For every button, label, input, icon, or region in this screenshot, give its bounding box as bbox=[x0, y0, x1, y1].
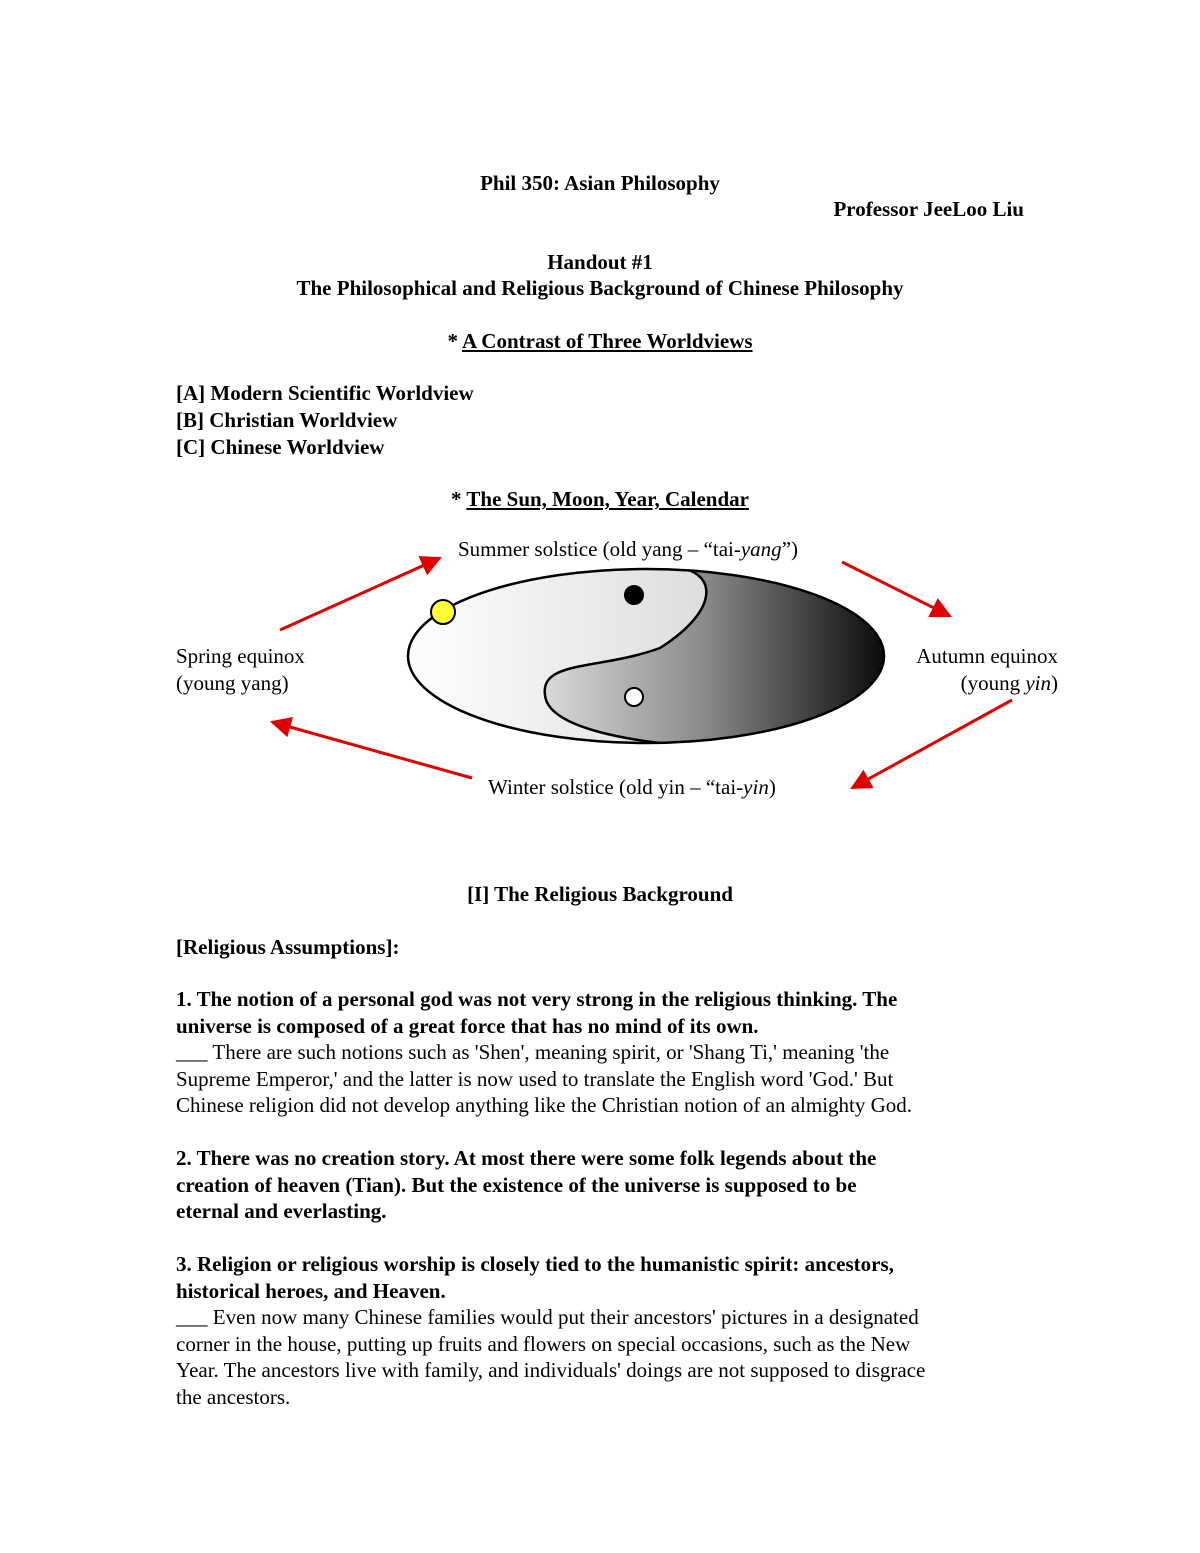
spring-line-1: Spring equinox bbox=[176, 644, 305, 668]
yin-yang-calendar-diagram bbox=[160, 520, 1080, 820]
arrow-spring-to-summer bbox=[280, 558, 440, 630]
sun-icon bbox=[431, 600, 455, 624]
handout-number: Handout #1 bbox=[547, 250, 653, 274]
autumn-line-1: Autumn equinox bbox=[916, 644, 1058, 668]
handout-title: The Philosophical and Religious Background of Chinese Philosophy bbox=[296, 276, 904, 300]
professor-name: Professor JeeLoo Liu bbox=[833, 197, 1024, 221]
spring-line-2: (young yang) bbox=[176, 671, 289, 695]
heading-bullet: * bbox=[451, 487, 467, 511]
assumption-3-text-line: corner in the house, putting up fruits and flowers on special occasions, such as the New bbox=[176, 1331, 911, 1356]
assumption-3-text-line: Year. The ancestors live with family, and individuals' doings are not supposed to disgrace bbox=[176, 1358, 926, 1382]
assumption-3-text-line: ___ Even now many Chinese families would put their ancestors' pictures in a designated bbox=[176, 1305, 919, 1329]
assumption-1-text-line: Chinese religion did not develop anything like the Christian notion of an almighty God. bbox=[176, 1093, 913, 1117]
assumption-3-bold-line: historical heroes, and Heaven. bbox=[176, 1278, 446, 1303]
winter-solstice-label: Winter solstice (old yin – “tai-yin) bbox=[488, 775, 776, 799]
heading-bullet: * bbox=[447, 329, 463, 353]
worldview-item-a: [A] Modern Scientific Worldview bbox=[176, 381, 474, 405]
worldviews-heading bbox=[0, 328, 1200, 354]
yin-dot bbox=[625, 688, 643, 706]
religious-assumptions-subheading: [Religious Assumptions]: bbox=[176, 935, 400, 959]
assumption-1-text-line: Supreme Emperor,' and the latter is now used to translate the English word 'God.' But bbox=[176, 1066, 894, 1091]
arrow-autumn-to-winter bbox=[852, 700, 1012, 788]
autumn-equinox-label bbox=[916, 643, 1058, 697]
assumption-2-bold-line: creation of heaven (Tian). But the existence of the universe is supposed to be bbox=[176, 1172, 857, 1197]
worldview-item-c: [C] Chinese Worldview bbox=[176, 435, 385, 459]
summer-solstice-label: Summer solstice (old yang – “tai-yang”) bbox=[458, 537, 799, 561]
course-title: Phil 350: Asian Philosophy bbox=[480, 171, 720, 195]
assumption-1-text-line: ___ There are such notions such as 'Shen', meaning spirit, or 'Shang Ti,' meaning 'the bbox=[176, 1040, 890, 1064]
assumption-1-bold-line: 1. The notion of a personal god was not very strong in the religious thinking. The bbox=[176, 987, 898, 1011]
heading-text: The Sun, Moon, Year, Calendar bbox=[466, 487, 749, 511]
assumption-2-bold-line: eternal and everlasting. bbox=[176, 1199, 387, 1223]
assumption-3-text-line: the ancestors. bbox=[176, 1384, 291, 1409]
arrow-summer-to-autumn bbox=[842, 562, 950, 616]
assumption-2-bold-line: 2. There was no creation story. At most there were some folk legends about the bbox=[176, 1146, 877, 1170]
worldview-item-b: [B] Christian Worldview bbox=[176, 408, 398, 432]
religious-background-heading: [I] The Religious Background bbox=[467, 882, 733, 906]
oval-fill bbox=[400, 560, 900, 760]
assumption-3 bbox=[176, 1251, 1036, 1410]
assumption-1 bbox=[176, 986, 1036, 1119]
autumn-line-2: (young yin) bbox=[960, 671, 1058, 695]
spring-equinox-label bbox=[176, 643, 305, 697]
assumption-3-bold-line: 3. Religion or religious worship is closely tied to the humanistic spirit: ancestors, bbox=[176, 1252, 894, 1276]
assumption-2 bbox=[176, 1145, 1036, 1225]
assumption-1-bold-line: universe is composed of a great force that has no mind of its own. bbox=[176, 1013, 759, 1038]
yang-dot bbox=[624, 585, 644, 605]
heading-text: A Contrast of Three Worldviews bbox=[462, 329, 753, 353]
calendar-heading bbox=[0, 486, 1200, 512]
arrow-winter-to-spring bbox=[272, 722, 472, 778]
